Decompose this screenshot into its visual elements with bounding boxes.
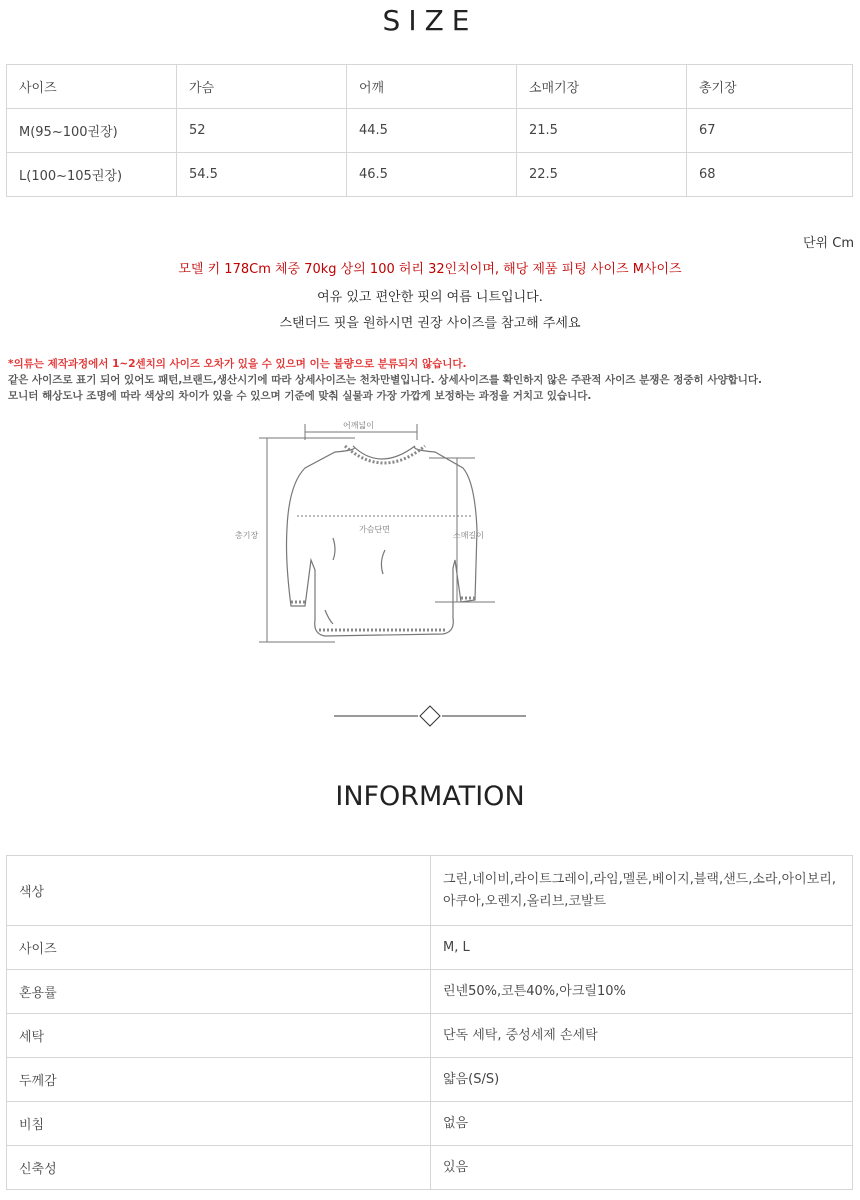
size-cell: 52 <box>177 109 347 153</box>
fit-description: 여유 있고 편안한 핏의 여름 니트입니다. <box>317 290 543 305</box>
info-row <box>7 1014 853 1058</box>
info-row <box>7 856 853 926</box>
info-value: 그린,네이비,라이트그레이,라임,멜론,베이지,블랙,샌드,소라,아이보리,아쿠아,오렌지,올리브,코발트 <box>431 856 853 926</box>
shoulder-label: 어깨넓이 <box>343 421 374 430</box>
info-label: 신축성 <box>7 1146 431 1190</box>
info-row <box>7 1146 853 1190</box>
size-header-cell: 가슴 <box>177 65 347 109</box>
size-header-cell: 총기장 <box>687 65 853 109</box>
size-cell: 54.5 <box>177 153 347 197</box>
info-row <box>7 1102 853 1146</box>
size-table <box>6 64 853 197</box>
info-row <box>7 1058 853 1102</box>
size-table-row <box>7 153 853 197</box>
size-table-header-row <box>7 65 853 109</box>
chest-label: 가슴단면 <box>359 525 390 534</box>
info-label: 색상 <box>7 856 431 926</box>
size-cell: 21.5 <box>517 109 687 153</box>
measurement-diagram <box>225 410 565 655</box>
size-header-cell: 어깨 <box>347 65 517 109</box>
size-cell: 68 <box>687 153 853 197</box>
notice-line: 같은 사이즈로 표기 되어 있어도 패턴,브랜드,생산시기에 따라 상세사이즈는 천차만별입니다. 상세사이즈를 확인하지 않은 주관적 사이즈 분쟁은 정중히 사양합니다. <box>8 374 763 386</box>
size-cell: L(100~105권장) <box>7 153 177 197</box>
notice-line: *의류는 제작과정에서 1~2센치의 사이즈 오차가 있을 수 있으며 이는 불량으로 분류되지 않습니다. <box>8 358 467 370</box>
information-table <box>6 855 853 1190</box>
info-label: 사이즈 <box>7 926 431 970</box>
size-header-cell: 사이즈 <box>7 65 177 109</box>
info-label: 두께감 <box>7 1058 431 1102</box>
size-cell: 46.5 <box>347 153 517 197</box>
info-row <box>7 926 853 970</box>
fit-reference: 스탠더드 핏을 원하시면 권장 사이즈를 참고해 주세요 <box>279 316 581 331</box>
size-cell: 44.5 <box>347 109 517 153</box>
section-divider <box>334 704 526 728</box>
info-value: 없음 <box>431 1102 853 1146</box>
unit-label: 단위 Cm <box>803 236 854 251</box>
sleeve-label: 소매길이 <box>453 531 484 540</box>
info-label: 세탁 <box>7 1014 431 1058</box>
size-header-cell: 소매기장 <box>517 65 687 109</box>
size-cell: 67 <box>687 109 853 153</box>
model-info: 모델 키 178Cm 체중 70kg 상의 100 허리 32인치이며, 해당 제품 피팅 사이즈 M사이즈 <box>178 262 682 277</box>
size-table-row <box>7 109 853 153</box>
info-value: 얇음(S/S) <box>431 1058 853 1102</box>
size-section-title: SIZE <box>382 4 478 37</box>
info-row <box>7 970 853 1014</box>
info-label: 혼용률 <box>7 970 431 1014</box>
info-value: 단독 세탁, 중성세제 손세탁 <box>431 1014 853 1058</box>
size-cell: 22.5 <box>517 153 687 197</box>
info-value: M, L <box>431 926 853 970</box>
information-section-title: INFORMATION <box>335 781 525 812</box>
total-length-label: 총기장 <box>235 531 259 540</box>
notice-line: 모니터 해상도나 조명에 따라 색상의 차이가 있을 수 있으며 기준에 맞춰 실물과 가장 가깝게 보정하는 과정을 거치고 있습니다. <box>8 390 592 402</box>
sweater-illustration <box>287 446 478 636</box>
size-cell: M(95~100권장) <box>7 109 177 153</box>
info-label: 비침 <box>7 1102 431 1146</box>
info-value: 있음 <box>431 1146 853 1190</box>
diamond-icon <box>420 706 440 726</box>
info-value: 린넨50%,코튼40%,아크릴10% <box>431 970 853 1014</box>
